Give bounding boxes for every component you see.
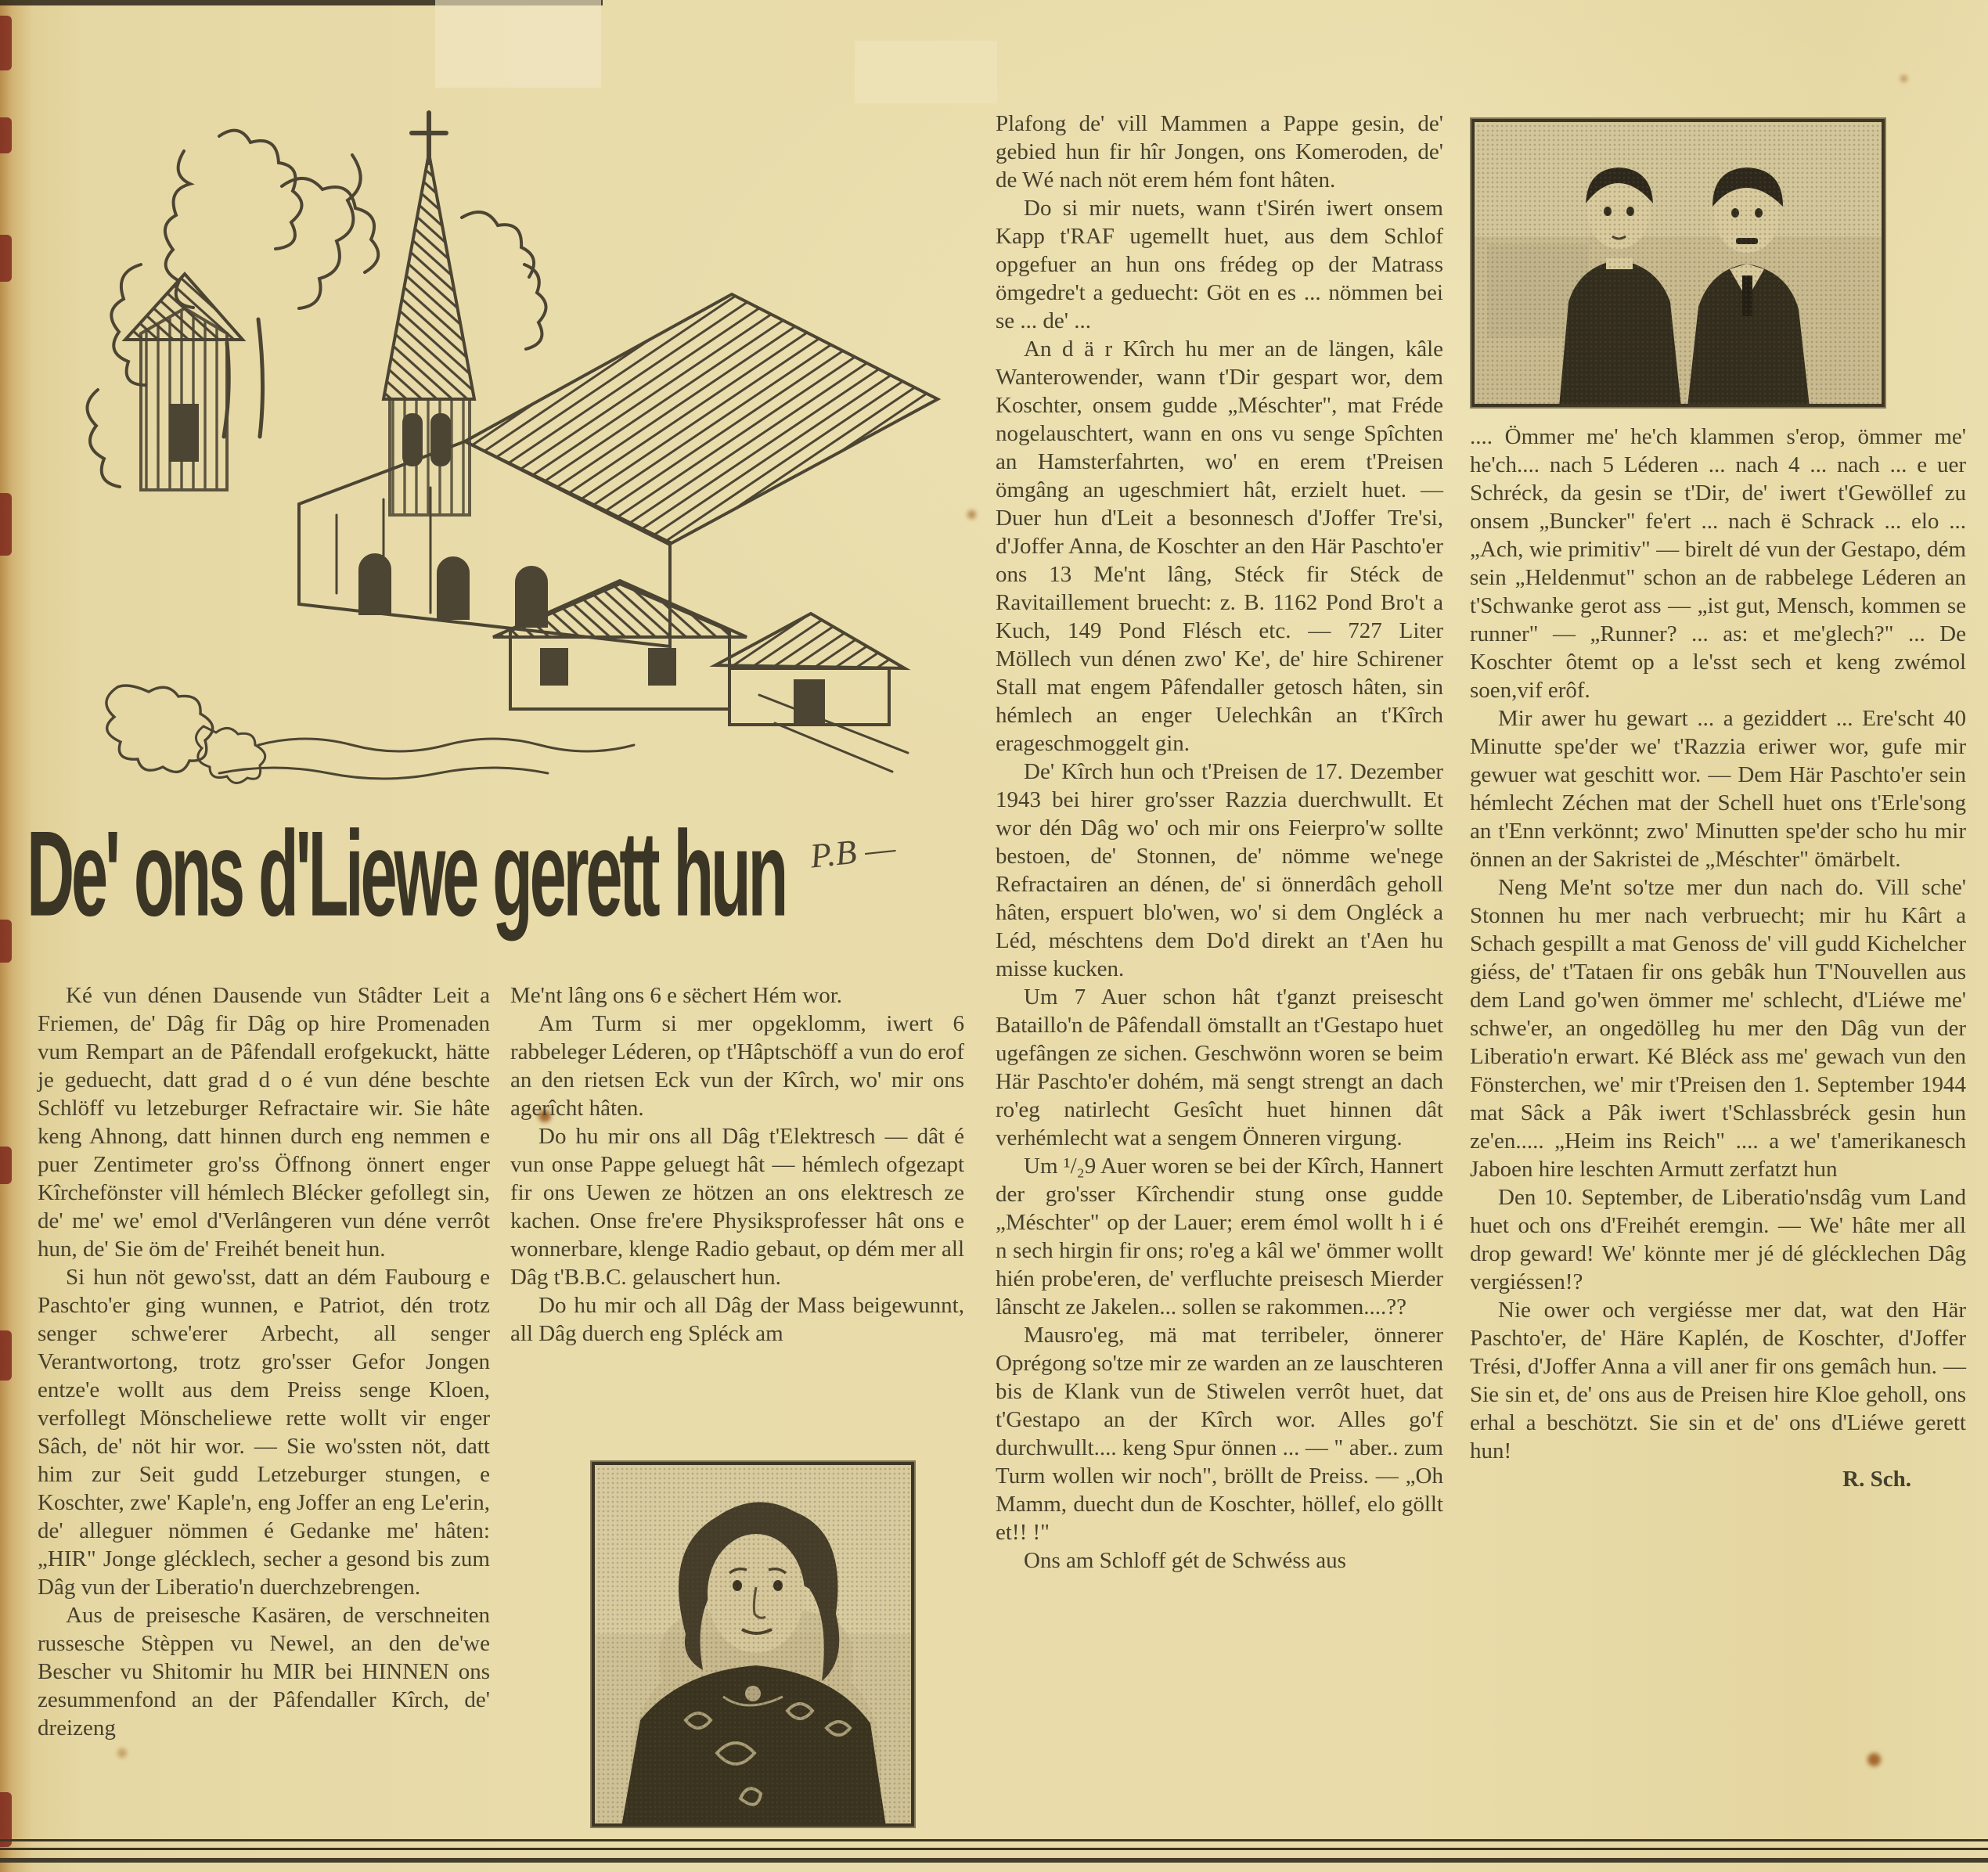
article-column-4	[1470, 423, 1966, 1823]
bottom-rule	[0, 1858, 1988, 1863]
article-column-1	[38, 981, 490, 1836]
paragraph: Neng Me'nt so'tze mer dun nach do. Vill sche' Stonnen hu mer nach verbruecht; mir hu Kârt a Schach gespillt a mat Genoss de' vill gudd Kichelcher giéss, de' t'Tataen fir ons gebâk hun T'Nouvellen aus dem Land go'wen ömmer me' schlecht, d'Liéwe me' schwe'er, an ongedölleg hu mer den Dâg vun der Liberatio'n erwart. Ké Bléck ass me' gewach vun den Fönsterchen, we' mir t'Preisen den 1. September 1944 mat Sâck a Pâk iwert t'Schlassbréck gesin hun ze'en..... „Heim ins Reich" .... a we' t'amerikanesch Jaboen hire leschten Armutt zerfatzt hun	[1470, 875, 1966, 1182]
paragraph: .... Ömmer me' he'ch klammen s'erop, ömmer me' he'ch.... nach 5 Léderen ... nach 4 ... nach ... e uer Schréck, da gesin se t'Dir, de' iwert t'Gewöllef zu onsem „Buncker" fe'ert ... nach ë Schrack ... elo ... „Ach, wie primitiv" — birelt dé vun der Gestapo, dém sein „Heldenmut" schon an de rabbelege Léderen an t'Schwanke gerot ass — „ist gut, Mensch, kommen se runner" — „Runner? ... as: et me'glech?" ... De Koschter ôtemt op a le'sst sech et keng zwémol soen,vif erôf.	[1470, 424, 1966, 703]
paragraph: Mir awer hu gewart ... a geziddert ... Ere'scht 40 Minutte spe'der we' t'Razzia eriwer wor, gufe mir gewuer wat geschitt wor. — Dem Här Paschto'er sein hémlecht Zéchen mat der Schell huet ons t'Erle'song an t'Enn verkönnt; zwo' Minutten spe'der scho hu mir önnen an der Sakristei de „Méschter" ömärbelt.	[1470, 706, 1966, 872]
ink-mark	[0, 493, 12, 556]
headline: De' ons d'Liewe gerett hun	[27, 805, 786, 942]
bottom-rule	[0, 1839, 1988, 1841]
ink-mark	[0, 235, 12, 282]
photo-two-men	[1471, 119, 1885, 407]
paragraph: An d ä r Kîrch hu mer an de längen, kâle Wanterowender, wann t'Dir gespart wor, dem Koschter, onsem gudde „Méschter", mat Fréde nogelauschtert, wann en ons vu senge Spîchten an Hamsterfahrten, wo' en erem t'Preisen ömgâng an ugeschmiert hât, erzielt huet. — Duer hun d'Leit a besonnesch d'Joffer Tre'si, d'Joffer Anna, de Koschter an den Här Paschto'er ons 13 Me'nt lâng, Stéck fir Stéck de Ravitaillement bruecht: z. B. 1162 Pond Bro't a Kuch, 149 Pond Flésch etc. — 727 Liter Möllech vun dénen zwo' Ke', de' hire Schirener Stall mat engem Pâfendaller getosch hâten, sin hémlech an enger Uelechkân an t'Kîrch erageschmoggelt gin.	[996, 337, 1443, 756]
ink-mark	[0, 16, 12, 70]
byline: R. Sch.	[1842, 1467, 1911, 1492]
paragraph: Plafong de' vill Mammen a Pappe gesin, de' gebied hun fir hîr Jongen, ons Komeroden, de' de Wé nach nöt erem hém font hâten.	[996, 111, 1443, 193]
artist-signature: P.B —	[808, 828, 898, 876]
paragraph: Am Turm si mer opgeklomm, iwert 6 rabbeleger Léderen, op t'Hâptschöff a vun do erof an den rietsen Eck vun der Kîrch, wo' mir ons agerîcht hâten.	[510, 1011, 964, 1121]
paragraph: Si hun nöt gewo'sst, datt an dém Faubourg e Paschto'er ging wunnen, e Patriot, dén trotz senger schwe'erer Arbecht, all senger Verantwortong, trotz gro'sser Gefor Jongen entze'e wollt aus dem Preiss senge Kloen, verfollegt Mönscheliewe rette wollt vir enger Sâch, de' nöt hir wor. — Sie wo'ssten nöt, datt him zur Seit gudd Letzeburger stungen, e Koschter, zwe' Kaple'n, eng Joffer an eng Le'erin, de' alleguer nömmen é Gedanke me' hâten: „HIR" Jonge glécklech, secher a gesond bis zum Dâg vun der Liberatio'n duerchzebrengen.	[38, 1265, 490, 1600]
article-column-3	[996, 110, 1443, 1831]
article-column-2	[510, 981, 964, 1834]
paragraph: Do hu mir och all Dâg der Mass beigewunnt, all Dâg duerch eng Spléck am	[510, 1293, 964, 1346]
paper-stain	[1900, 75, 1907, 82]
ink-mark	[0, 920, 12, 963]
paragraph: Do hu mir ons all Dâg t'Elektresch — dât é vun onse Pappe geluegt hât — hémlech ofgezapt fir ons Uewen ze hötzen an ons elektresch ze kachen. Onse fre'ere Physiksprofesser hât ons e wonnerbare, klenge Radio gebaut, op dém mer all Dâg t'B.B.C. gelauschert hun.	[510, 1124, 964, 1290]
paragraph: Do si mir nuets, wann t'Sirén iwert onsem Kapp t'RAF ugemellt huet, aus dem Schlof opgefuer an hun ons frédeg op der Matrass ömgedre't a geduecht: Göt en es ... nömmen bei se ... de' ...	[996, 196, 1443, 333]
paragraph: Mausro'eg, mä mat terribeler, önnerer Oprégong so'tze mir ze warden an ze lauschteren bis de Klank vun de Stiwelen verrôt huet, dat t'Gestapo an der Kîrch wor. Alles go'f durchwullt.... keng Spur önnen ... — " aber.. zum Turm wollen wir noch", bröllt de Preiss. — „Oh Mamm, duecht dun de Koschter, höllef, elo göllt et!! !"	[996, 1323, 1443, 1545]
paragraph: Um 7 Auer schon hât t'ganzt preisescht Bataillo'n de Pâfendall ömstallt an t'Gestapo huet ugefângen ze sichen. Geschwönn woren se beim Här Paschto'er dohém, mä sengt strengt an dach ro'eg natirlecht Gesîcht huet hinnen dât verhémlecht wat a sengem Önneren virgung.	[996, 985, 1443, 1150]
paragraph: Um ¹/₂9 Auer woren se bei der Kîrch, Hannert der gro'sser Kîrchendir stung onse gudde „Méschter" op der Lauer; erem émol wollt h i é n sech hirgin fir ons; ro'eg a kâl we' ömmer wollt hién probe'eren, de' verfluchte preisesch Mierder lânscht ze Jakelen... sollen se rakommen....??	[996, 1154, 1443, 1319]
paragraph: Ké vun dénen Dausende vun Stâdter Leit a Friemen, de' Dâg fir Dâg op hire Promenaden vum Rempart an de Pâfendall erofgekuckt, hätte je geduecht, datt grad d o é vun déne beschte Schlöff vu letzeburger Refractaire wir. Sie hâte keng Ahnong, datt hinnen durch eng nemmen e puer Zentimeter gro'ss Öffnong önnert enger Kîrchefönster vill hémlech Blécker gefollegt sin, de' me' we' emol d'Verlângeren vun déne verrôt hun, de' Sie öm de' Freihét beneit hun.	[38, 983, 490, 1262]
paragraph: Nie ower och vergiésse mer dat, wat den Här Paschto'er, de' Häre Kaplén, de Koschter, d'Joffer Trési, d'Joffer Anna a vill aner fir ons gemâch hun. — Sie sin et, de' ons aus de Preisen hire Kloe geholl, ons erhal a beschötzt. Sie sin et de' ons d'Liéwe gerett hun!	[1470, 1298, 1966, 1463]
paragraph: Aus de preisesche Kasären, de verschneiten russesche Stèppen vu Newel, an den de'we Bescher vu Shitomir hu MIR bei HINNEN ons zesummenfond an der Pâfendaller Kîrch, de' dreizeng	[38, 1603, 490, 1741]
paragraph: Ons am Schloff gét de Schwéss aus	[1024, 1548, 1346, 1573]
paragraph: Me'nt lâng ons 6 e sëchert Hém wor.	[510, 983, 843, 1008]
paragraph: Den 10. September, de Liberatio'nsdâg vum Land huet och ons d'Freihét eremgin. — We' hâte mer all drop geward! We' könnte mer jé dé glécklechen Dâg vergiéssen!?	[1470, 1185, 1966, 1294]
ink-mark	[0, 1330, 12, 1381]
bottom-rule	[0, 1848, 1988, 1850]
paper-stain	[967, 510, 976, 519]
ink-mark	[0, 1147, 12, 1184]
paragraph: De' Kîrch hun och t'Preisen de 17. Dezember 1943 bei hirer gro'sser Razzia duerchwullt. Et wor dén Dâg wo' och mir ons Feierpro'w sollte bestoen, de' Stonnen, de' nömme we'nege Refractairen an dénen, de' si önnerdâch geholl hâten, erspuert blo'wen, wo' si dem Ongléck a Léd, méschtens dem Do'd direkt an t'Aen hu misse kucken.	[996, 759, 1443, 981]
ink-mark	[0, 117, 12, 153]
